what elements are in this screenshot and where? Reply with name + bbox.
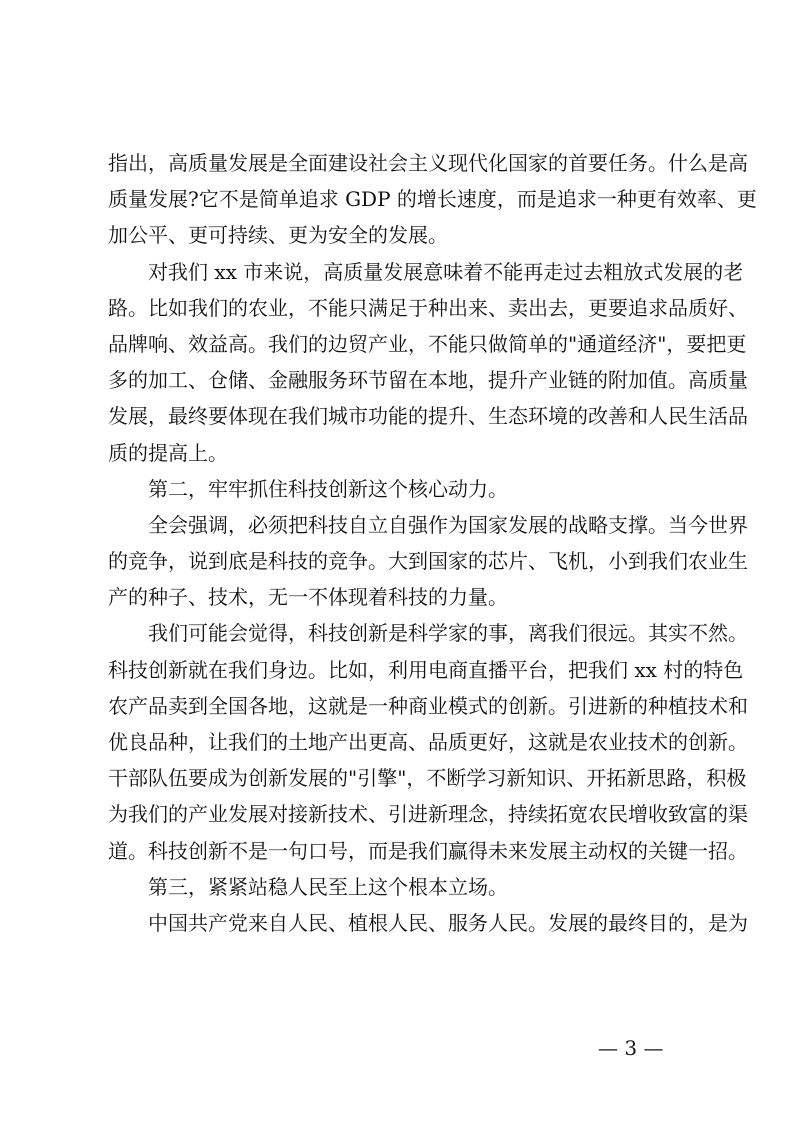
text-line-19: 为我们的产业发展对接新技术、引进新理念，持续拓宽农民增收致富的渠 — [108, 802, 748, 827]
text-line-22: 中国共产党来自人民、植根人民、服务人民。发展的最终目的，是为 — [148, 910, 748, 935]
text-line-4: 对我们 xx 市来说，高质量发展意味着不能再走过去粗放式发展的老 — [148, 259, 744, 284]
text-line-11: 全会强调，必须把科技自立自强作为国家发展的战略支撑。当今世界 — [148, 512, 748, 537]
body-text — [108, 145, 757, 941]
text-line-8: 发展，最终要体现在我们城市功能的提升、生态环境的改善和人民生活品 — [108, 404, 748, 429]
text-line-14: 我们可能会觉得，科技创新是科学家的事，离我们很远。其实不然。 — [148, 621, 748, 646]
page-number: — 3 — — [598, 1036, 664, 1060]
text-line-6: 品牌响、效益高。我们的边贸产业，不能只做简单的"通道经济"，要把更 — [108, 331, 747, 356]
text-line-16: 农产品卖到全国各地，这就是一种商业模式的创新。引进新的种植技术和 — [108, 693, 748, 718]
text-line-9: 质的提高上。 — [108, 440, 228, 465]
text-line-17: 优良品种，让我们的土地产出更高、品质更好，这就是农业技术的创新。 — [108, 730, 748, 754]
section-heading-3: 第三，紧紧站稳人民至上这个根本立场。 — [148, 874, 508, 899]
section-heading-2: 第二，牢牢抓住科技创新这个核心动力。 — [148, 476, 508, 501]
text-line-7: 多的加工、仓储、金融服务环节留在本地，提升产业链的附加值。高质量 — [108, 368, 748, 393]
text-line-18: 干部队伍要成为创新发展的"引擎"，不断学习新知识、开拓新思路，积极 — [108, 766, 747, 791]
text-line-5: 路。比如我们的农业，不能只满足于种出来、卖出去，更要追求品质好、 — [108, 295, 748, 320]
text-line-13: 产的种子、技术，无一不体现着科技的力量。 — [108, 585, 508, 610]
text-line-3: 加公平、更可持续、更为安全的发展。 — [108, 223, 448, 248]
text-line-2: 质量发展?它不是简单追求 GDP 的增长速度，而是追求一种更有效率、更 — [108, 187, 757, 212]
text-line-20: 道。科技创新不是一句口号，而是我们赢得未来发展主动权的关键一招。 — [108, 838, 748, 863]
text-line-15: 科技创新就在我们身边。比如，利用电商直播平台，把我们 xx 村的特色 — [108, 657, 744, 682]
text-line-1: 指出，高质量发展是全面建设社会主义现代化国家的首要任务。什么是高 — [108, 151, 748, 175]
text-line-12: 的竞争，说到底是科技的竞争。大到国家的芯片、飞机，小到我们农业生 — [108, 549, 748, 574]
